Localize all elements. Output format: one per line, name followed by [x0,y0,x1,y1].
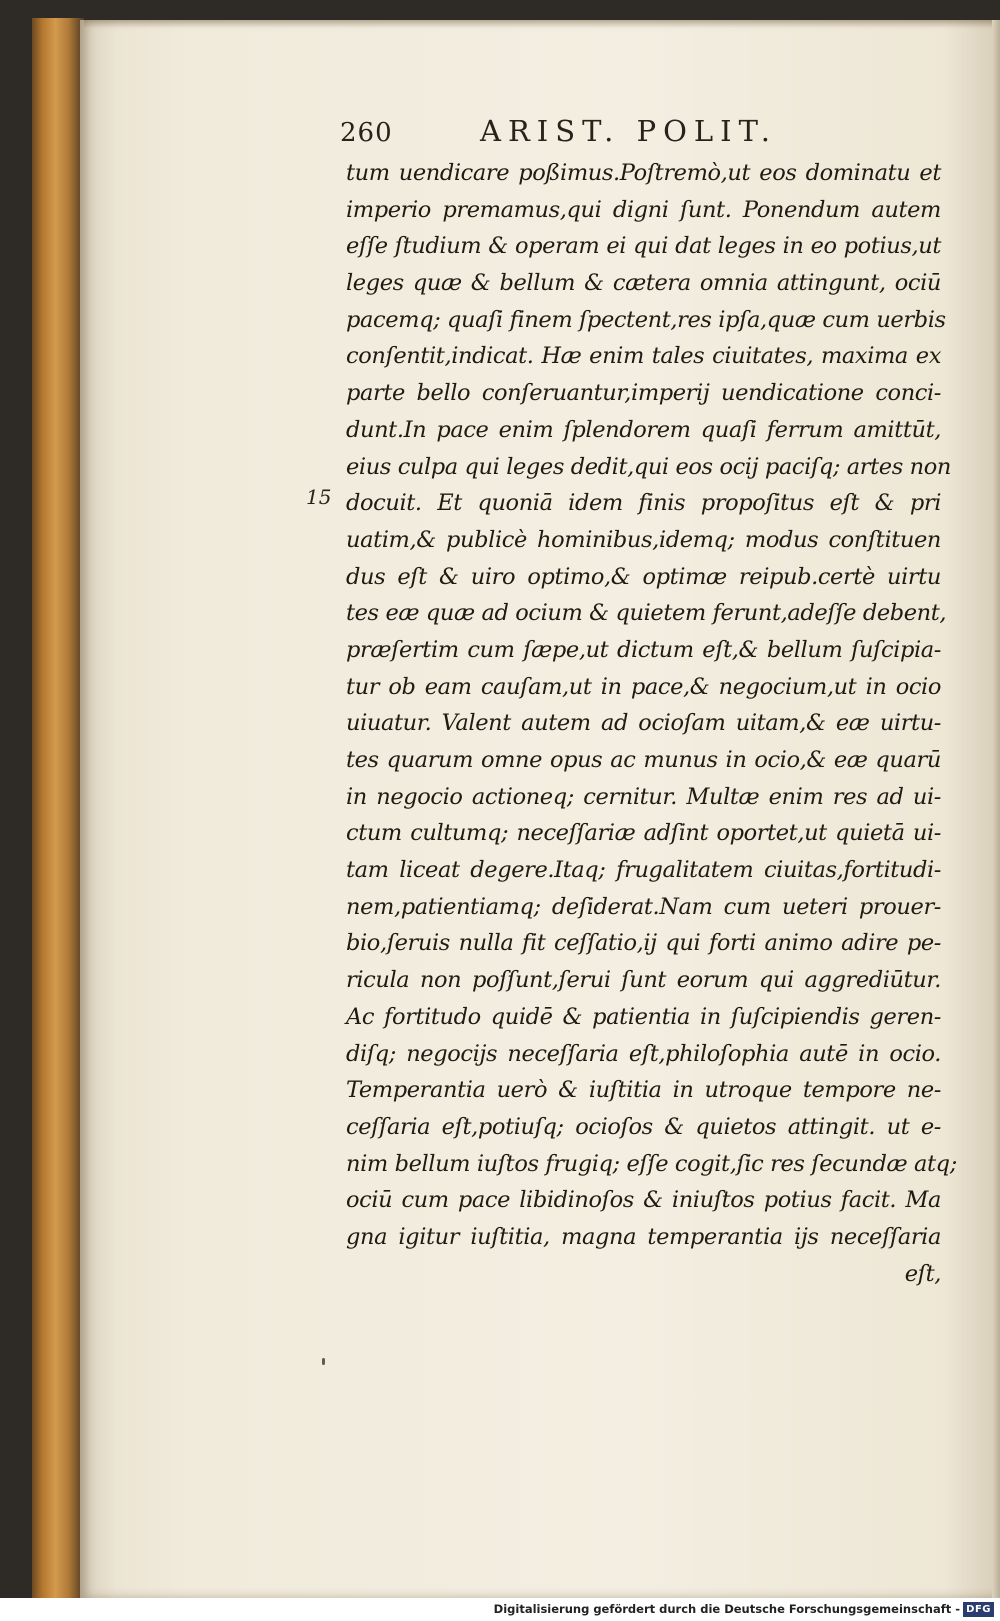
margin-line-number: 15 [306,485,332,509]
page-number: 260 [340,118,393,148]
text-line: nim bellum iuſtos frugiq; eſſe cogit,ſic res ſecundæ atq; [346,1150,957,1177]
text-line: in negocio actioneq; cernitur. Multæ enim res ad ui- [346,783,941,810]
page-right-edge [992,20,1000,1598]
text-line: tes eæ quæ ad ocium & quietem ferunt,adeſſe debent, [346,600,947,627]
text-line: docuit. Et quoniā idem finis propoſitus eſt & pri [346,490,941,517]
text-line: tur ob eam cauſam,ut in pace,& negocium,ut in ocio [346,673,941,700]
text-line: gna igitur iuſtitia, magna temperantia ijs neceſſaria [346,1223,941,1250]
body-text [346,155,957,1292]
text-line: nem,patientiamq; deſiderat.Nam cum ueteri prouer- [346,893,941,920]
text-line: ricula non poſſunt,ſerui ſunt eorum qui aggrediūtur. [346,967,941,994]
text-line: Ac fortitudo quidē & patientia in ſuſcipiendis geren- [346,1003,941,1030]
text-line: eſſe ſtudium & operam ei qui dat leges in eo potius,ut [346,233,941,260]
text-line: ociū cum pace libidinoſos & iniuſtos potius facit. Ma [346,1187,941,1214]
dfg-logo: DFG [963,1602,994,1617]
ink-speck [322,1358,325,1365]
text-line: ctum cultumq; neceſſariæ adſint oportet,ut quietā ui- [346,820,941,847]
text-line: tes quarum omne opus ac munus in ocio,& eæ quarū [346,747,941,773]
text-line: uiuatur. Valent autem ad ocioſam uitam,& eæ uirtu- [346,710,941,737]
running-header [340,110,900,160]
running-title: ARIST. POLIT. [480,114,777,148]
text-line: Temperantia uerò & iuſtitia in utroque tempore ne- [346,1077,941,1104]
text-line-catchword: eſt, [904,1260,941,1287]
book-page-edges [32,18,84,1600]
funding-credit: Digitalisierung gefördert durch die Deutsche Forschungsgemeinschaft - [493,1602,960,1616]
text-line: eius culpa qui leges dedit,qui eos ocij paciſq; artes non [346,453,951,480]
digitization-footer [0,1598,1000,1621]
text-line: præſertim cum ſæpe,ut dictum eſt,& bellum ſuſcipia- [346,636,941,663]
text-line: conſentit,indicat. Hæ enim tales ciuitates, maxima ex [346,343,941,370]
text-line: imperio premamus,qui digni ſunt. Ponendum autem [346,196,941,223]
text-line: uatim,& publicè hominibus,idemq; modus conſtituen [346,526,941,553]
text-line: leges quæ & bellum & cætera omnia attingunt, ociū [346,270,941,297]
text-line: diſq; negocijs neceſſaria eſt,philoſophia autē in ocio. [346,1040,941,1067]
text-line: ceſſaria eſt,potiuſq; ocioſos & quietos attingit. ut e- [346,1113,941,1140]
text-line: tam liceat degere.Itaq; frugalitatem ciuitas,fortitudi- [346,857,941,884]
text-line: dunt.In pace enim ſplendorem quaſi ferrum amittūt, [346,416,941,443]
text-line: bio,ſeruis nulla fit ceſſatio,ij qui forti animo adire pe- [346,930,941,957]
text-line: dus eſt & uiro optimo,& optimæ reipub.certè uirtu [346,563,941,590]
page-top-shadow [84,20,1000,28]
text-line: tum uendicare poßimus.Poſtremò,ut eos dominatu et [346,160,941,186]
text-line: parte bello conſeruantur,imperij uendicatione conci- [346,380,941,407]
text-line: pacemq; quaſi finem ſpectent,res ipſa,quæ cum uerbis [346,306,946,333]
